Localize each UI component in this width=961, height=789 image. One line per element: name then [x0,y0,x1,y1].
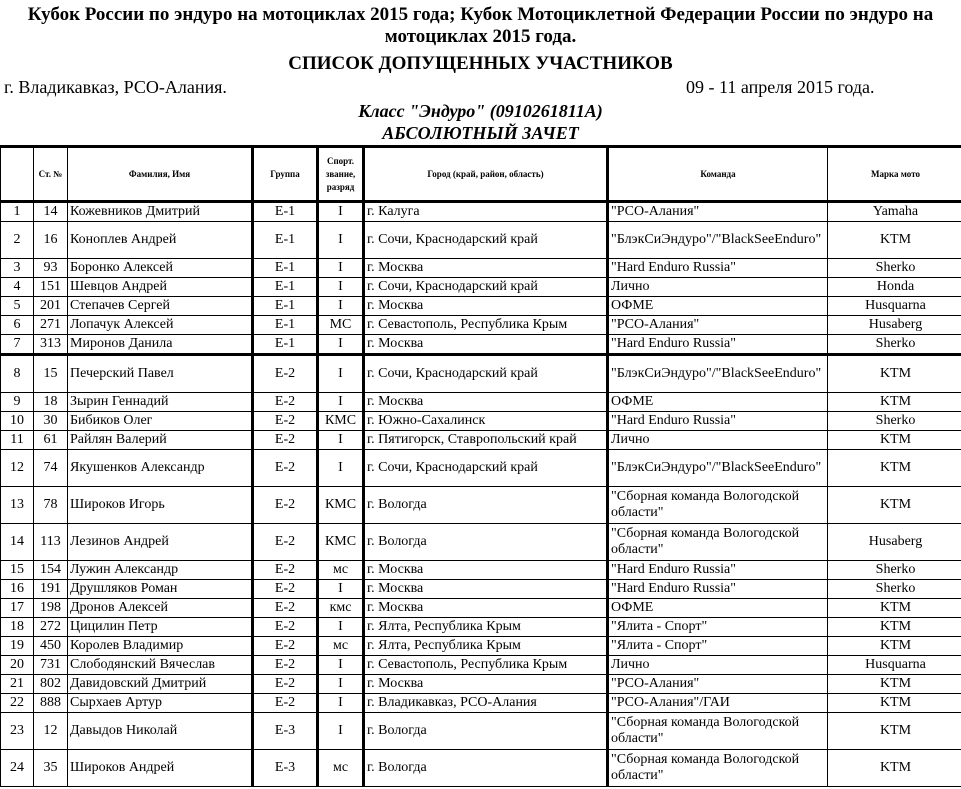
table-row [1,487,961,524]
table-row [1,222,961,259]
table-cell: KTM [828,450,961,487]
table-cell: "Сборная команда Вологодской области" [608,487,828,524]
table-cell: Honda [828,278,961,297]
table-row [1,750,961,787]
table-cell: E-2 [253,524,318,561]
table-cell: 3 [1,259,34,278]
dates: 09 - 11 апреля 2015 года. [686,77,875,97]
table-cell: 15 [34,355,68,393]
table-cell: мс [318,561,364,580]
table-row [1,393,961,412]
table-row [1,618,961,637]
table-cell: KTM [828,393,961,412]
table-cell: "РСО-Алания"/ГАИ [608,694,828,713]
table-cell: "Ялита - Спорт" [608,618,828,637]
column-header: Ст. № [34,147,68,202]
table-cell: 11 [1,431,34,450]
table-cell: Yamaha [828,202,961,222]
table-cell: 93 [34,259,68,278]
table-cell: 8 [1,355,34,393]
table-cell: Зырин Геннадий [68,393,253,412]
table-cell: KTM [828,222,961,259]
table-cell: г. Владикавказ, РСО-Алания [364,694,608,713]
table-cell: 21 [1,675,34,694]
table-cell: 5 [1,297,34,316]
table-row [1,524,961,561]
table-cell: Коноплев Андрей [68,222,253,259]
table-cell: г. Ялта, Республика Крым [364,637,608,656]
table-cell: Sherko [828,259,961,278]
table-cell: KTM [828,713,961,750]
table-cell: Широков Игорь [68,487,253,524]
table-cell: г. Москва [364,297,608,316]
table-cell: ОФМЕ [608,297,828,316]
table-cell: Якушенков Александр [68,450,253,487]
table-row [1,675,961,694]
table-cell: "РСО-Алания" [608,316,828,335]
table-cell: мс [318,637,364,656]
table-cell: "РСО-Алания" [608,202,828,222]
table-cell: КМС [318,412,364,431]
table-cell: E-1 [253,202,318,222]
table-cell: E-2 [253,656,318,675]
table-cell: I [318,618,364,637]
table-cell: 731 [34,656,68,675]
table-cell: 14 [1,524,34,561]
table-cell: KTM [828,675,961,694]
table-cell: кмс [318,599,364,618]
table-cell: Широков Андрей [68,750,253,787]
table-cell: Печерский Павел [68,355,253,393]
table-row [1,561,961,580]
table-cell: г. Сочи, Краснодарский край [364,450,608,487]
table-cell: E-1 [253,222,318,259]
table-row [1,599,961,618]
table-cell: г. Пятигорск, Ставропольский край [364,431,608,450]
location: г. Владикавказ, РСО-Алания. [4,77,227,97]
table-cell: 12 [1,450,34,487]
table-cell: 7 [1,335,34,355]
table-cell: E-3 [253,750,318,787]
table-cell: Лужин Александр [68,561,253,580]
table-cell: г. Сочи, Краснодарский край [364,222,608,259]
table-cell: I [318,335,364,355]
table-cell: "БлэкСиЭндуро"/"BlackSeeEnduro" [608,355,828,393]
table-cell: Husquarna [828,656,961,675]
table-cell: Давидовский Дмитрий [68,675,253,694]
table-cell: "БлэкСиЭндуро"/"BlackSeeEnduro" [608,450,828,487]
table-row [1,297,961,316]
table-cell: I [318,202,364,222]
table-cell: E-2 [253,599,318,618]
table-cell: 1 [1,202,34,222]
table-row [1,580,961,599]
table-cell: Слободянский Вячеслав [68,656,253,675]
column-header: Команда [608,147,828,202]
table-cell: "Hard Enduro Russia" [608,259,828,278]
table-cell: Райлян Валерий [68,431,253,450]
list-title: СПИСОК ДОПУЩЕННЫХ УЧАСТНИКОВ [288,53,673,74]
table-cell: 16 [34,222,68,259]
table-cell: E-1 [253,316,318,335]
table-cell: г. Калуга [364,202,608,222]
table-cell: Миронов Данила [68,335,253,355]
standing-title: АБСОЛЮТНЫЙ ЗАЧЕТ [382,123,579,143]
column-header: Спорт. звание, разряд [318,147,364,202]
table-cell: 151 [34,278,68,297]
table-cell: I [318,431,364,450]
table-row [1,713,961,750]
table-cell: KTM [828,355,961,393]
table-cell: 6 [1,316,34,335]
table-cell: 35 [34,750,68,787]
table-cell: г. Москва [364,335,608,355]
table-cell: KTM [828,750,961,787]
table-cell: Husquarna [828,297,961,316]
table-cell: г. Москва [364,259,608,278]
table-cell: Лезинов Андрей [68,524,253,561]
table-cell: 450 [34,637,68,656]
table-cell: ОФМЕ [608,599,828,618]
table-row [1,412,961,431]
table-cell: 18 [1,618,34,637]
table-cell: I [318,355,364,393]
table-cell: "Ялита - Спорт" [608,637,828,656]
table-cell: "Hard Enduro Russia" [608,561,828,580]
table-cell: 12 [34,713,68,750]
table-cell: г. Вологда [364,524,608,561]
table-cell: Бибиков Олег [68,412,253,431]
table-cell: E-2 [253,431,318,450]
table-cell: 154 [34,561,68,580]
table-cell: г. Севастополь, Республика Крым [364,316,608,335]
table-cell: Королев Владимир [68,637,253,656]
table-cell: I [318,713,364,750]
table-cell: "Сборная команда Вологодской области" [608,750,828,787]
table-cell: 22 [1,694,34,713]
table-cell: г. Ялта, Республика Крым [364,618,608,637]
table-cell: г. Сочи, Краснодарский край [364,355,608,393]
table-cell: Husaberg [828,524,961,561]
table-row [1,694,961,713]
table-row [1,450,961,487]
table-cell: 888 [34,694,68,713]
table-row [1,637,961,656]
table-cell: E-2 [253,487,318,524]
column-header: Фамилия, Имя [68,147,253,202]
table-cell: E-1 [253,297,318,316]
table-cell: E-2 [253,637,318,656]
document-title: Кубок России по эндуро на мотоциклах 2015 года; Кубок Мотоциклетной Федерации России по эндуро на мотоциклах 2015 года. [27,4,934,47]
table-cell: "Hard Enduro Russia" [608,412,828,431]
table-cell: Sherko [828,412,961,431]
table-cell: E-1 [253,335,318,355]
table-cell: KTM [828,694,961,713]
table-cell: I [318,297,364,316]
table-cell: E-2 [253,450,318,487]
table-cell: Цицилин Петр [68,618,253,637]
table-cell: г. Москва [364,599,608,618]
table-cell: 24 [1,750,34,787]
table-cell: Боронко Алексей [68,259,253,278]
table-cell: I [318,694,364,713]
table-cell: КМС [318,524,364,561]
table-cell: КМС [318,487,364,524]
table-cell: 113 [34,524,68,561]
table-cell: I [318,393,364,412]
table-cell: E-1 [253,278,318,297]
table-cell: 14 [34,202,68,222]
table-cell: Sherko [828,335,961,355]
table-cell: 16 [1,580,34,599]
table-cell: 201 [34,297,68,316]
table-cell: E-2 [253,561,318,580]
class-title: Класс "Эндуро" (0910261811А) [358,101,603,121]
table-cell: 198 [34,599,68,618]
table-cell: г. Южно-Сахалинск [364,412,608,431]
table-cell: I [318,675,364,694]
table-cell: г. Сочи, Краснодарский край [364,278,608,297]
table-cell: I [318,656,364,675]
table-cell: E-2 [253,355,318,393]
table-cell: Sherko [828,561,961,580]
table-cell: 20 [1,656,34,675]
table-row [1,355,961,393]
column-header: Группа [253,147,318,202]
table-cell: 10 [1,412,34,431]
table-cell: 74 [34,450,68,487]
table-cell: МС [318,316,364,335]
table-row [1,316,961,335]
column-header [1,147,34,202]
table-cell: 78 [34,487,68,524]
table-cell: ОФМЕ [608,393,828,412]
table-cell: E-2 [253,694,318,713]
table-cell: 4 [1,278,34,297]
table-cell: г. Москва [364,675,608,694]
table-cell: г. Москва [364,561,608,580]
table-cell: г. Москва [364,393,608,412]
table-row [1,335,961,355]
table-cell: "РСО-Алания" [608,675,828,694]
table-cell: Лопачук Алексей [68,316,253,335]
table-cell: 15 [1,561,34,580]
table-cell: 2 [1,222,34,259]
column-header: Город (край, район, область) [364,147,608,202]
table-cell: г. Вологда [364,713,608,750]
table-cell: 61 [34,431,68,450]
participants-table [0,145,961,787]
column-header: Марка мото [828,147,961,202]
table-cell: I [318,278,364,297]
table-cell: Sherko [828,580,961,599]
table-cell: "Hard Enduro Russia" [608,335,828,355]
table-cell: I [318,450,364,487]
table-cell: I [318,222,364,259]
table-cell: E-3 [253,713,318,750]
table-cell: 19 [1,637,34,656]
table-cell: KTM [828,431,961,450]
table-cell: E-2 [253,675,318,694]
table-cell: г. Вологда [364,487,608,524]
table-cell: I [318,580,364,599]
table-cell: 802 [34,675,68,694]
table-row [1,431,961,450]
table-cell: 23 [1,713,34,750]
table-cell: "Hard Enduro Russia" [608,580,828,599]
table-cell: Друшляков Роман [68,580,253,599]
table-cell: "Сборная команда Вологодской области" [608,524,828,561]
table-row [1,202,961,222]
table-cell: I [318,259,364,278]
table-header [1,147,961,202]
table-cell: 272 [34,618,68,637]
table-cell: Лично [608,656,828,675]
table-cell: Дронов Алексей [68,599,253,618]
table-cell: E-1 [253,259,318,278]
table-cell: "БлэкСиЭндуро"/"BlackSeeEnduro" [608,222,828,259]
table-cell: E-2 [253,580,318,599]
table-cell: г. Вологда [364,750,608,787]
table-cell: 30 [34,412,68,431]
table-cell: мс [318,750,364,787]
table-cell: г. Севастополь, Республика Крым [364,656,608,675]
table-cell: 18 [34,393,68,412]
table-cell: Лично [608,278,828,297]
table-row [1,259,961,278]
table-cell: E-2 [253,393,318,412]
table-cell: KTM [828,618,961,637]
table-cell: KTM [828,599,961,618]
table-cell: 9 [1,393,34,412]
table-cell: 17 [1,599,34,618]
table-row [1,278,961,297]
table-cell: 271 [34,316,68,335]
table-cell: "Сборная команда Вологодской области" [608,713,828,750]
table-cell: Шевцов Андрей [68,278,253,297]
table-cell: Сырхаев Артур [68,694,253,713]
table-cell: E-2 [253,412,318,431]
table-cell: KTM [828,637,961,656]
table-cell: Кожевников Дмитрий [68,202,253,222]
table-cell: 191 [34,580,68,599]
table-cell: Husaberg [828,316,961,335]
table-row [1,656,961,675]
table-cell: KTM [828,487,961,524]
table-cell: Лично [608,431,828,450]
table-cell: E-2 [253,618,318,637]
table-cell: 313 [34,335,68,355]
table-cell: Давыдов Николай [68,713,253,750]
table-cell: г. Москва [364,580,608,599]
table-cell: Степачев Сергей [68,297,253,316]
table-cell: 13 [1,487,34,524]
